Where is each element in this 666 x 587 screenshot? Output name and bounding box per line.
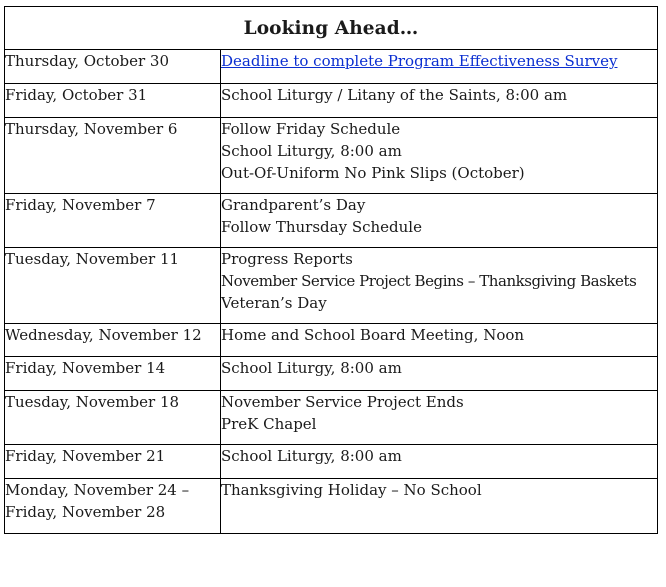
event-details-cell: [221, 324, 658, 357]
table-row: [5, 118, 658, 194]
event-date-cell: [5, 391, 221, 445]
event-details-cell: [221, 479, 658, 534]
event-date-cell: [5, 84, 221, 118]
event-date: Friday, November 21: [5, 447, 166, 465]
event-date-cell: [5, 248, 221, 324]
event-item: School Liturgy / Litany of the Saints, 8:00 am: [221, 86, 568, 104]
event-details-cell: [221, 118, 658, 194]
event-date: Thursday, November 6: [5, 120, 178, 138]
table-row: [5, 84, 658, 118]
event-date-cell: [5, 324, 221, 357]
event-item: School Liturgy, 8:00 am: [221, 142, 402, 160]
looking-ahead-table: [4, 6, 658, 534]
event-item: November Service Project Begins – Thanksgiving Baskets: [221, 272, 637, 290]
event-details-cell: [221, 357, 658, 391]
table-row: [5, 445, 658, 479]
table-title: Looking Ahead…: [5, 7, 658, 50]
event-date: Friday, November 28: [5, 503, 166, 521]
event-item: School Liturgy, 8:00 am: [221, 359, 402, 377]
event-date-cell: [5, 50, 221, 84]
event-details-cell: [221, 248, 658, 324]
event-item: PreK Chapel: [221, 415, 317, 433]
event-details-cell: [221, 84, 658, 118]
event-date: Thursday, October 30: [5, 52, 170, 70]
event-date-cell: [5, 445, 221, 479]
table-row: [5, 324, 658, 357]
event-date: Friday, November 14: [5, 359, 166, 377]
event-date: Tuesday, November 18: [5, 393, 180, 411]
table-row: [5, 194, 658, 248]
event-date-cell: [5, 118, 221, 194]
event-item: Out-Of-Uniform No Pink Slips (October): [221, 164, 525, 182]
event-item: Progress Reports: [221, 250, 353, 268]
event-item: November Service Project Ends: [221, 393, 464, 411]
event-details-cell: [221, 50, 658, 84]
event-item: Follow Thursday Schedule: [221, 218, 422, 236]
table-row: [5, 248, 658, 324]
event-date: Tuesday, November 11: [5, 250, 180, 268]
event-date-cell: [5, 194, 221, 248]
event-item: Follow Friday Schedule: [221, 120, 401, 138]
event-details-cell: [221, 194, 658, 248]
event-item: Thanksgiving Holiday – No School: [221, 481, 482, 499]
event-date: Monday, November 24 –: [5, 481, 190, 499]
event-details-cell: [221, 445, 658, 479]
event-item: School Liturgy, 8:00 am: [221, 447, 402, 465]
event-date-cell: [5, 357, 221, 391]
event-date-cell: [5, 479, 221, 534]
event-item: Home and School Board Meeting, Noon: [221, 326, 525, 344]
table-row: [5, 391, 658, 445]
event-item: Grandparent’s Day: [221, 196, 366, 214]
event-item: Veteran’s Day: [221, 294, 327, 312]
event-date: Friday, October 31: [5, 86, 148, 104]
table-row: [5, 357, 658, 391]
event-date: Friday, November 7: [5, 196, 156, 214]
table-row: [5, 50, 658, 84]
survey-deadline-link[interactable]: Deadline to complete Program Effectiveness Survey: [221, 52, 618, 70]
table-row: [5, 479, 658, 534]
event-details-cell: [221, 391, 658, 445]
event-date: Wednesday, November 12: [5, 326, 202, 344]
